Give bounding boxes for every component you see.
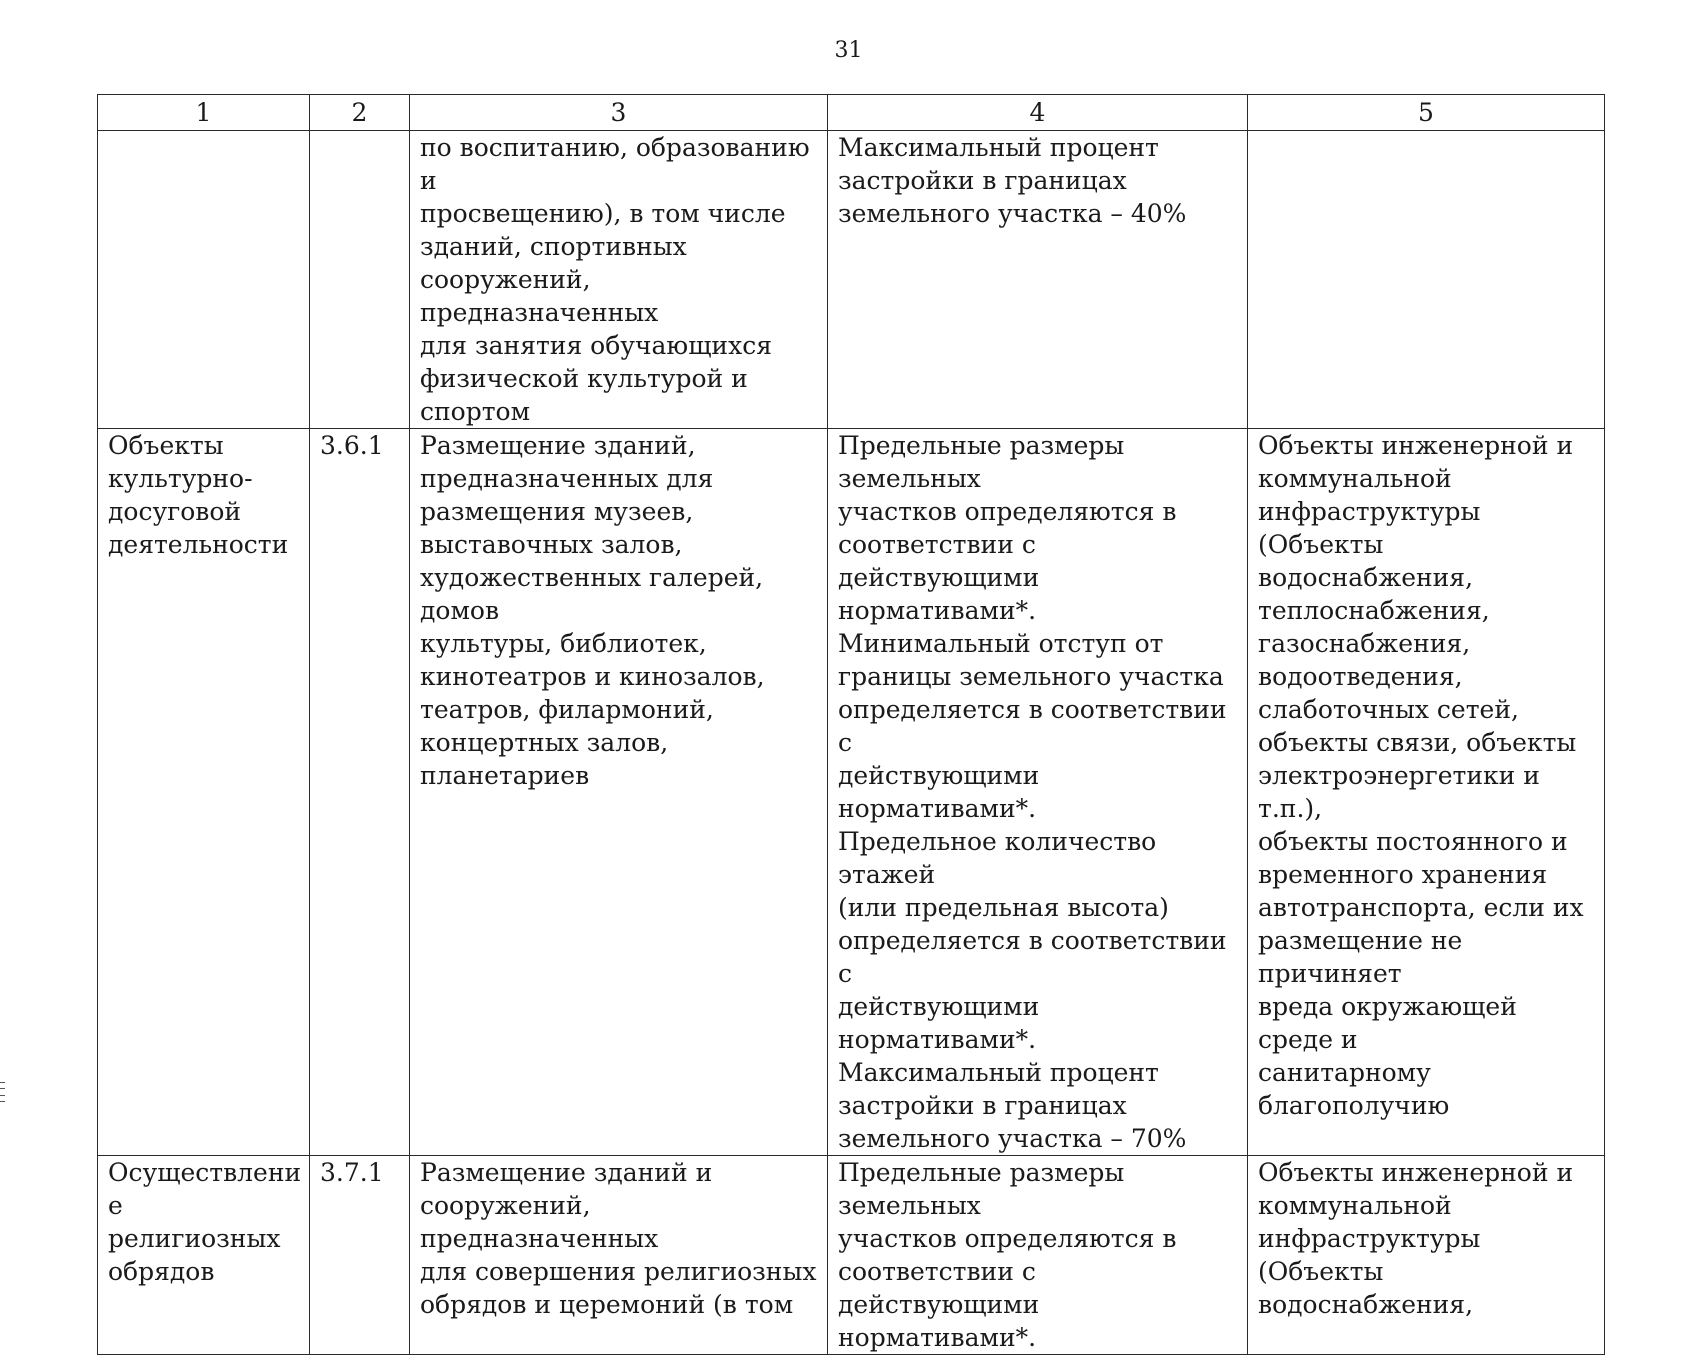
cell-code bbox=[310, 131, 410, 429]
cell-auxiliary-uses bbox=[1248, 131, 1605, 429]
cell-parameters: Предельные размеры земельных участков определяются в соответствии с действующими нормативами*. bbox=[828, 1156, 1248, 1355]
cell-land-use-type: Осуществлени е религиозных обрядов bbox=[98, 1156, 310, 1355]
cell-description: Размещение зданий и сооружений, предназначенных для совершения религиозных обрядов и церемоний (в том bbox=[410, 1156, 828, 1355]
scan-edge-mark bbox=[0, 1082, 5, 1102]
cell-code: 3.7.1 bbox=[310, 1156, 410, 1355]
cell-land-use-type bbox=[98, 131, 310, 429]
header-cell-3: 3 bbox=[410, 95, 828, 131]
table-row bbox=[98, 1156, 1605, 1355]
cell-parameters: Предельные размеры земельных участков определяются в соответствии с действующими нормативами*. Минимальный отступ от границы земельного участка определяется в соответствии с действующими нормативами*. Предельное количество этажей (или предельная высота) определяется в соответствии с действующими нормативами*. Максимальный процент застройки в границах земельного участка – 70% bbox=[828, 429, 1248, 1156]
cell-description: по воспитанию, образованию и просвещению), в том числе зданий, спортивных сооружений, предназначенных для занятия обучающихся физической культурой и спортом bbox=[410, 131, 828, 429]
header-cell-4: 4 bbox=[828, 95, 1248, 131]
cell-description: Размещение зданий, предназначенных для размещения музеев, выставочных залов, художественных галерей, домов культуры, библиотек, кинотеатров и кинозалов, театров, филармоний, концертных залов, планетариев bbox=[410, 429, 828, 1156]
page-number: 31 bbox=[834, 38, 863, 63]
header-cell-5: 5 bbox=[1248, 95, 1605, 131]
cell-auxiliary-uses: Объекты инженерной и коммунальной инфраструктуры (Объекты водоснабжения, bbox=[1248, 1156, 1605, 1355]
regulations-table bbox=[97, 94, 1605, 1355]
table-header-row bbox=[98, 95, 1605, 131]
header-cell-1: 1 bbox=[98, 95, 310, 131]
cell-auxiliary-uses: Объекты инженерной и коммунальной инфраструктуры (Объекты водоснабжения, теплоснабжения, газоснабжения, водоотведения, слаботочных сетей, объекты связи, объекты электроэнергетики и т.п.), объекты постоянного и временного хранения автотранспорта, если их размещение не причиняет вреда окружающей среде и санитарному благополучию bbox=[1248, 429, 1605, 1156]
header-cell-2: 2 bbox=[310, 95, 410, 131]
cell-parameters: Максимальный процент застройки в границах земельного участка – 40% bbox=[828, 131, 1248, 429]
table-row bbox=[98, 131, 1605, 429]
cell-land-use-type: Объекты культурно- досуговой деятельности bbox=[98, 429, 310, 1156]
table-row bbox=[98, 429, 1605, 1156]
cell-code: 3.6.1 bbox=[310, 429, 410, 1156]
